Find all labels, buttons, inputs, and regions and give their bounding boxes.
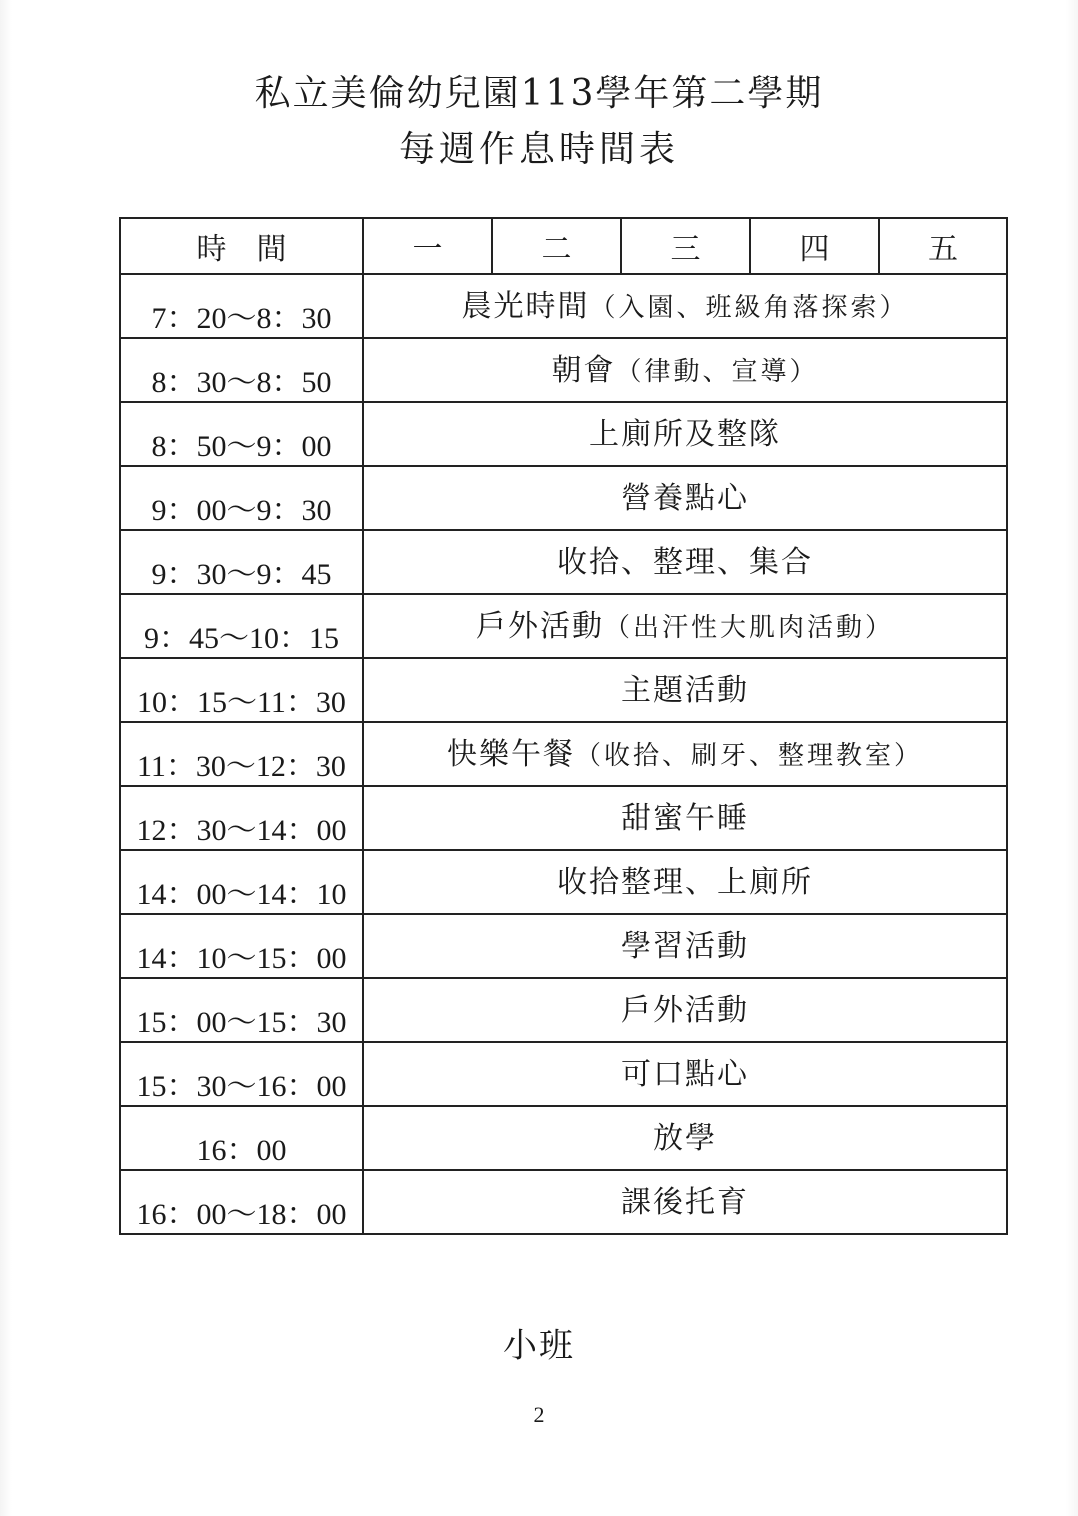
document-title: 私立美倫幼兒園113學年第二學期 [254,73,824,114]
activity-label: 上廁所及整隊 [589,417,781,452]
document-subtitle: 每週作息時間表 [398,129,679,170]
activity-note: （出汗性大肌肉活動） [603,613,894,643]
table-row [120,466,1007,530]
table-row [120,978,1007,1042]
time-cell: 12：30～14：00 [120,786,363,850]
header-time: 時 間 [120,218,363,274]
activity-label: 主題活動 [621,673,749,708]
activity-label: 戶外活動 [475,609,604,644]
time-cell: 14：00～14：10 [120,850,363,914]
table-row [120,274,1007,338]
header-day-mon: 一 [363,218,492,274]
time-cell: 16：00 [120,1106,363,1170]
table-row [120,530,1007,594]
activity-cell [363,978,1007,1042]
activity-cell [363,786,1007,850]
time-cell: 14：10～15：00 [120,914,363,978]
activity-cell [363,338,1007,402]
activity-label: 放學 [653,1121,717,1156]
page-number: 2 [533,1402,545,1427]
activity-label: 快樂午餐 [446,737,575,772]
activity-label: 學習活動 [621,929,749,964]
class-label: 小班 [503,1326,575,1366]
activity-cell [363,594,1007,658]
time-cell: 9：30～9：45 [120,530,363,594]
table-row [120,850,1007,914]
header-day-tue: 二 [492,218,621,274]
time-cell: 9：45～10：15 [120,594,363,658]
time-cell: 8：50～9：00 [120,402,363,466]
table-row [120,338,1007,402]
activity-note: （律動、宣導） [615,357,819,387]
activity-cell [363,850,1007,914]
activity-cell [363,1042,1007,1106]
table-row [120,786,1007,850]
time-cell: 8：30～8：50 [120,338,363,402]
time-cell: 10：15～11：30 [120,658,363,722]
activity-label: 朝會 [551,353,616,388]
table-row [120,658,1007,722]
time-cell: 11：30～12：30 [120,722,363,786]
table-header-row [120,218,1007,274]
activity-cell [363,466,1007,530]
activity-label: 收拾、整理、集合 [557,545,813,580]
table-row [120,594,1007,658]
table-row [120,914,1007,978]
activity-label: 晨光時間 [461,289,590,324]
activity-label: 戶外活動 [621,993,749,1028]
time-cell: 16：00～18：00 [120,1170,363,1234]
activity-cell [363,1106,1007,1170]
activity-cell [363,658,1007,722]
table-row [120,1170,1007,1234]
table-row [120,1106,1007,1170]
activity-label: 甜蜜午睡 [621,801,749,836]
time-cell: 15：30～16：00 [120,1042,363,1106]
activity-label: 課後托育 [621,1185,749,1220]
activity-cell [363,914,1007,978]
activity-cell [363,530,1007,594]
schedule-body [120,274,1007,1234]
activity-cell [363,274,1007,338]
activity-cell [363,402,1007,466]
activity-note: （入園、班級角落探索） [589,293,909,323]
activity-label: 可口點心 [621,1057,749,1092]
header-day-fri: 五 [879,218,1007,274]
header-day-thu: 四 [750,218,879,274]
table-row [120,402,1007,466]
header-day-wed: 三 [621,218,750,274]
time-cell: 9：00～9：30 [120,466,363,530]
activity-cell [363,1170,1007,1234]
table-row [120,722,1007,786]
activity-cell [363,722,1007,786]
time-cell: 15：00～15：30 [120,978,363,1042]
activity-label: 營養點心 [621,481,749,516]
activity-note: （收拾、刷牙、整理教室） [574,741,923,771]
table-row [120,1042,1007,1106]
time-cell: 7：20～8：30 [120,274,363,338]
schedule-table [119,217,1008,1235]
activity-label: 收拾整理、上廁所 [557,865,813,900]
